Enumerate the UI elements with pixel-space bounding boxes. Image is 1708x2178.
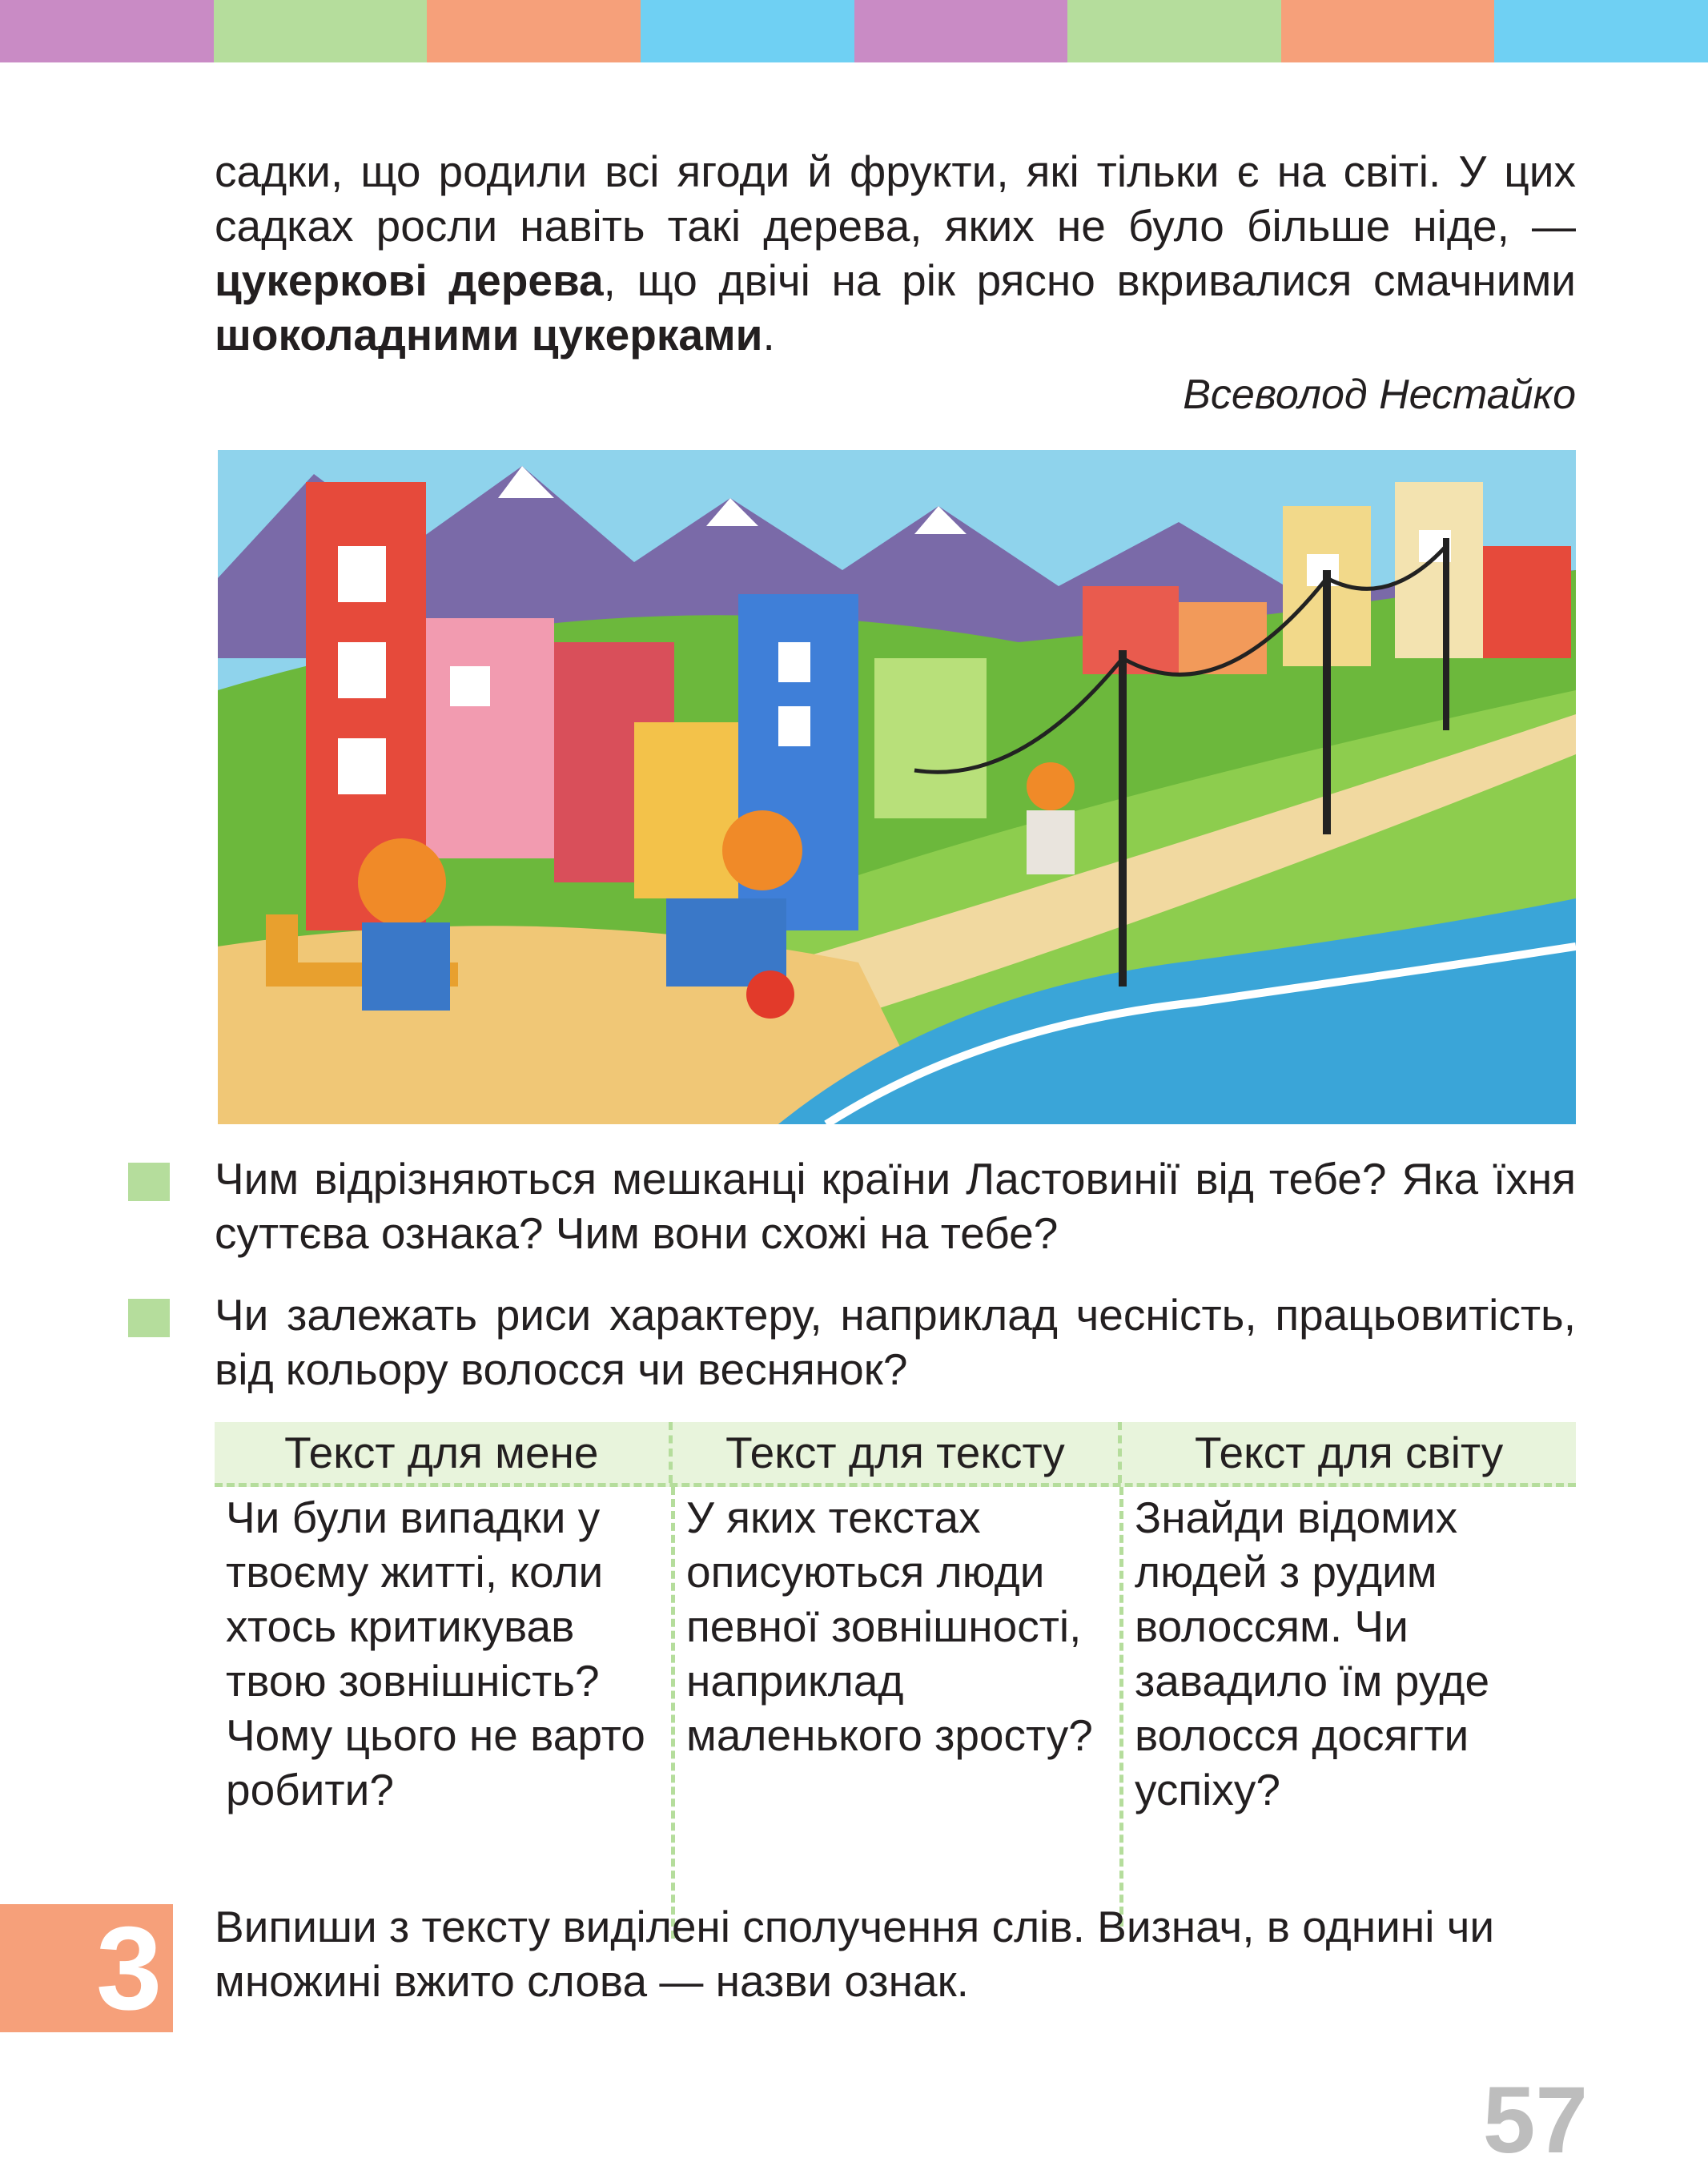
stripe	[1281, 0, 1495, 62]
highlighted-phrase: цукеркові дерева	[215, 255, 604, 305]
stripe	[0, 0, 214, 62]
stripe	[427, 0, 641, 62]
question-marker	[128, 1163, 170, 1201]
stripe	[1494, 0, 1708, 62]
illustration-artwork	[218, 450, 1576, 1124]
question-marker	[128, 1299, 170, 1337]
page-number: 57	[1482, 2067, 1588, 2173]
task-text: Випиши з тексту виділені сполучення слів. Визнач, в однині чи множині вжито слова — назви ознак.	[215, 1902, 1495, 2006]
stripe	[214, 0, 428, 62]
reading-passage	[215, 144, 1576, 362]
table-header-cell: Текст для тексту	[669, 1422, 1119, 1483]
table-header-cell: Текст для світу	[1118, 1422, 1576, 1483]
question-text: Чим відрізняються мешканці країни Ластовинії від тебе? Яка їхня суттєва ознака? Чим вони схожі на тебе?	[215, 1154, 1576, 1258]
task-number-badge	[0, 1903, 173, 2035]
table-body-row	[215, 1487, 1576, 1939]
table-cell: Чи були випадки у твоєму житті, коли хтось критикував твою зовнішність? Чому цього не варто робити?	[226, 1493, 645, 1814]
town-illustration	[218, 450, 1576, 1124]
passage-author: Всеволод Нестайко	[1183, 372, 1576, 418]
passage-text: садки, що родили всі ягоди й фрукти, які тільки є на світі. У цих садках росли навіть такі дерева, яких не було більше ніде, —	[215, 147, 1576, 251]
table-header-row	[215, 1422, 1576, 1487]
top-color-stripes	[0, 0, 1708, 62]
stripe	[854, 0, 1068, 62]
stripe	[641, 0, 854, 62]
table-header-cell: Текст для мене	[284, 1428, 599, 1477]
highlighted-phrase: шоколадними цукерками	[215, 310, 763, 360]
passage-text: .	[762, 310, 775, 360]
task-number: 3	[96, 1903, 163, 2035]
task-table	[215, 1422, 1576, 1939]
passage-text: , що двічі на рік рясно вкривалися смачними	[603, 255, 1577, 305]
stripe	[1067, 0, 1281, 62]
question-text: Чи залежать риси характеру, наприклад чесність, працьовитість, від кольору волосся чи веснянок?	[215, 1290, 1576, 1394]
table-cell: У яких текстах описуються люди певної зовнішності, наприклад маленького зросту?	[671, 1487, 1119, 1939]
table-cell: Знайди відомих людей з рудим волоссям. Чи завадило їм руде волосся досягти успіху?	[1119, 1487, 1576, 1939]
